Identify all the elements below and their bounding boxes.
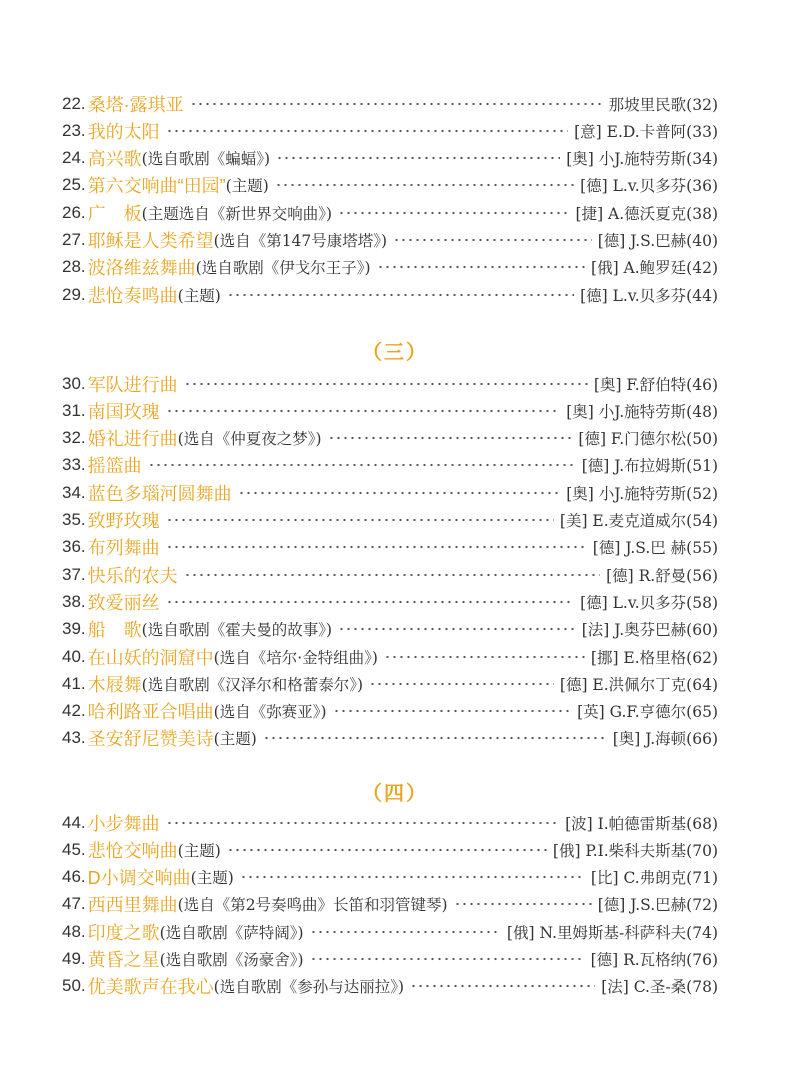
toc-entry[interactable]	[62, 507, 718, 534]
toc-entry[interactable]	[62, 836, 718, 863]
entry-composer-page: [法] J.奥芬巴赫(60)	[581, 621, 718, 640]
entry-title: 第六交响曲“田园”	[87, 176, 226, 197]
toc-entry[interactable]	[62, 452, 718, 479]
entry-title: 婚礼进行曲	[87, 429, 178, 450]
entry-composer-page: [波] I.帕德雷斯基(68)	[565, 814, 718, 833]
toc-entry[interactable]	[62, 90, 718, 117]
entry-title: 耶稣是人类希望	[87, 231, 214, 251]
toc-entry[interactable]	[62, 227, 718, 254]
toc-entry[interactable]	[62, 809, 718, 836]
toc-entry[interactable]	[62, 145, 718, 172]
entry-title: 高兴歌	[87, 149, 142, 170]
entry-composer-page: [德] L.v.贝多芬(58)	[580, 593, 718, 612]
entry-composer-page: [德] J.S.巴赫(40)	[597, 232, 718, 250]
toc-entry[interactable]	[62, 588, 718, 615]
entry-number: 31.	[62, 400, 86, 420]
dot-leader	[240, 875, 585, 879]
toc-entry[interactable]	[62, 616, 718, 643]
entry-title: 在山妖的洞窟中	[87, 647, 214, 668]
entry-composer-page: [德] F.门德尔松(50)	[578, 430, 718, 449]
section-heading: （四）	[362, 781, 428, 805]
dot-leader	[310, 930, 501, 934]
entry-composer-page: [德] J.S.巴 赫(55)	[592, 539, 718, 558]
dot-leader	[384, 655, 585, 659]
entry-title: 悲怆奏鸣曲	[87, 285, 178, 306]
entry-composer-page: [意] E.D.卡普阿(33)	[574, 122, 718, 141]
entry-number: 28.	[62, 257, 86, 277]
entry-note: (选自歌剧《蝙蝠》)	[141, 150, 270, 169]
entry-note: (选自歌剧《霍夫曼的故事》)	[141, 621, 332, 640]
toc-entry[interactable]	[62, 561, 718, 588]
entry-number: 27.	[62, 230, 86, 249]
entry-number: 22.	[62, 93, 86, 113]
entry-number: 41.	[62, 673, 86, 693]
entry-note: (选自《仲夏夜之梦》)	[177, 430, 322, 449]
entry-composer-page: [比] C.弗朗克(71)	[590, 869, 718, 888]
entry-number: 32.	[62, 428, 86, 448]
toc-entry[interactable]	[62, 534, 718, 561]
entry-composer-page: [奥] 小J.施特劳斯(34)	[566, 150, 718, 169]
entry-number: 42.	[62, 701, 86, 721]
entry-number: 46.	[62, 867, 86, 887]
entry-title: 快乐的农夫	[87, 565, 178, 586]
entry-composer-page: [德] E.洪佩尔丁克(64)	[559, 675, 718, 694]
entry-number: 45.	[62, 839, 86, 859]
entry-title: 木屐舞	[87, 674, 142, 695]
toc-entry[interactable]	[62, 425, 718, 452]
entry-composer-page: [德] L.v.贝多芬(44)	[580, 286, 718, 305]
entry-note: (主题)	[213, 730, 257, 749]
entry-composer-page: 那坡里民歌(32)	[608, 95, 718, 114]
toc-entry[interactable]	[62, 973, 718, 1000]
toc-entry[interactable]	[62, 698, 718, 725]
entry-note: (选自歌剧《萨特阔》)	[159, 923, 304, 942]
dot-leader	[328, 436, 573, 440]
entry-title: 广 板	[87, 203, 142, 224]
entry-title: 悲怆交响曲	[87, 840, 178, 861]
entry-note: (选自歌剧《汤豪舍》)	[159, 951, 304, 969]
entry-title: 布列舞曲	[87, 538, 160, 559]
entry-title: 圣安舒尼赞美诗	[87, 729, 214, 750]
entry-title: 蓝色多瑙河圆舞曲	[87, 483, 232, 504]
entry-number: 24.	[62, 148, 86, 168]
entry-note: (主题)	[190, 869, 234, 888]
toc-entry[interactable]	[62, 479, 718, 506]
dot-leader	[184, 573, 600, 577]
entry-title: 西西里舞曲	[87, 895, 178, 916]
entry-composer-page: [奥] J.海顿(66)	[612, 730, 718, 749]
dot-leader	[369, 682, 554, 686]
entry-number: 47.	[62, 894, 86, 914]
entry-note: (主题选自《新世界交响曲》)	[141, 204, 332, 223]
entry-note: (主题)	[177, 286, 221, 305]
dot-leader	[166, 518, 554, 522]
entry-title: 印度之歌	[87, 922, 160, 943]
entry-number: 26.	[62, 202, 86, 222]
toc-entry[interactable]	[62, 199, 718, 226]
entry-title: 南国玫瑰	[87, 401, 160, 422]
entry-number: 43.	[62, 728, 86, 748]
entry-composer-page: [奥] 小J.施特劳斯(48)	[566, 402, 718, 421]
entry-number: 30.	[62, 373, 86, 393]
entry-number: 25.	[62, 175, 86, 195]
toc-entry[interactable]	[62, 891, 718, 918]
entry-note: (选自《培尔·金特组曲》)	[213, 648, 378, 667]
entry-composer-page: [俄] P.I.柴科夫斯基(70)	[552, 841, 718, 860]
entry-note: (选自《弥赛亚》)	[213, 703, 327, 722]
entry-number: 48.	[62, 921, 86, 941]
dot-leader	[166, 409, 561, 413]
dot-leader	[393, 238, 592, 242]
entry-composer-page: [德] L.v.贝多芬(36)	[580, 177, 718, 196]
dot-leader	[166, 600, 574, 604]
toc-entry[interactable]	[62, 946, 718, 973]
entry-number: 33.	[62, 455, 86, 475]
entry-title: 波洛维兹舞曲	[87, 258, 196, 279]
entry-number: 35.	[62, 510, 86, 529]
entry-composer-page: [英] G.F.亨德尔(65)	[577, 703, 718, 722]
toc-entry[interactable]	[62, 918, 718, 945]
entry-composer-page: [美] E.麦克道威尔(54)	[559, 512, 718, 530]
entry-composer-page: [德] J.布拉姆斯(51)	[581, 457, 718, 476]
entry-title: 我的太阳	[87, 121, 160, 142]
entry-title: 致爱丽丝	[87, 592, 160, 613]
entry-number: 40.	[62, 646, 86, 666]
entry-composer-page: [法] C.圣-桑(78)	[601, 978, 718, 997]
entry-title: 桑塔·露琪亚	[87, 94, 184, 115]
toc-entry[interactable]	[62, 254, 718, 281]
toc-entry[interactable]	[62, 725, 718, 752]
dot-leader	[410, 984, 595, 988]
dot-leader	[338, 211, 570, 215]
entry-composer-page: [奥] 小J.施特劳斯(52)	[566, 484, 718, 503]
section-heading: （三）	[362, 340, 428, 364]
dot-leader	[166, 129, 568, 133]
dot-leader	[454, 902, 592, 906]
entry-number: 29.	[62, 284, 86, 304]
dot-leader	[190, 102, 603, 106]
entry-composer-page: [德] R.瓦格纳(76)	[590, 951, 718, 969]
dot-leader	[166, 821, 559, 825]
toc-entry[interactable]	[62, 281, 718, 308]
entry-number: 39.	[62, 619, 86, 639]
dot-leader	[227, 848, 547, 852]
entry-note: (选自歌剧《汉泽尔和格蕾泰尔》)	[141, 675, 363, 694]
entry-composer-page: [德] R.舒曼(56)	[606, 566, 718, 585]
dot-leader	[333, 709, 572, 713]
entry-title: 致野玫瑰	[87, 511, 160, 531]
entry-composer-page: [捷] A.德沃夏克(38)	[575, 204, 718, 223]
entry-number: 44.	[62, 812, 86, 832]
entry-title: 黄昏之星	[87, 950, 160, 970]
entry-number: 49.	[62, 949, 86, 968]
dot-leader	[184, 382, 588, 386]
entry-number: 50.	[62, 976, 86, 996]
entry-title: 小步舞曲	[87, 813, 160, 834]
dot-leader	[166, 545, 587, 549]
dot-leader	[275, 183, 574, 187]
dot-leader	[276, 156, 560, 160]
entry-title: 军队进行曲	[87, 374, 178, 395]
toc-entry[interactable]	[62, 117, 718, 144]
entry-note: (主题)	[225, 177, 269, 196]
dot-leader	[263, 736, 607, 740]
entry-title: 船 歌	[87, 620, 142, 641]
entry-title: D小调交响曲	[87, 868, 191, 889]
entry-title: 摇篮曲	[87, 456, 142, 477]
toc-entry[interactable]	[62, 172, 718, 199]
entry-note: (选自《第2号奏鸣曲》长笛和羽管键琴)	[177, 896, 448, 915]
entry-composer-page: [德] J.S.巴赫(72)	[597, 896, 718, 915]
toc-entry[interactable]	[62, 370, 718, 397]
entry-title: 优美歌声在我心	[87, 977, 214, 998]
toc-entry[interactable]	[62, 864, 718, 891]
entry-note: (选自《第147号康塔塔》)	[213, 232, 388, 250]
entry-number: 36.	[62, 537, 86, 557]
entry-composer-page: [挪] E.格里格(62)	[590, 648, 718, 667]
entry-number: 38.	[62, 591, 86, 611]
toc-entry[interactable]	[62, 397, 718, 424]
entry-title: 哈利路亚合唱曲	[87, 702, 214, 723]
entry-number: 23.	[62, 120, 86, 140]
entry-composer-page: [俄] N.里姆斯基-科萨科夫(74)	[506, 923, 718, 942]
dot-leader	[377, 265, 586, 269]
entry-composer-page: [俄] A.鲍罗廷(42)	[591, 259, 718, 278]
dot-leader	[227, 293, 574, 297]
entry-note: (主题)	[177, 841, 221, 860]
entry-composer-page: [奥] F.舒伯特(46)	[593, 375, 718, 394]
toc-entry[interactable]	[62, 670, 718, 697]
entry-number: 34.	[62, 482, 86, 502]
entry-note: (选自歌剧《伊戈尔王子》)	[195, 259, 371, 278]
dot-leader	[238, 491, 561, 495]
toc-entry[interactable]	[62, 643, 718, 670]
dot-leader	[148, 463, 576, 467]
dot-leader	[338, 627, 576, 631]
entry-note: (选自歌剧《参孙与达丽拉》)	[213, 978, 404, 997]
entry-number: 37.	[62, 564, 86, 584]
dot-leader	[310, 957, 585, 961]
